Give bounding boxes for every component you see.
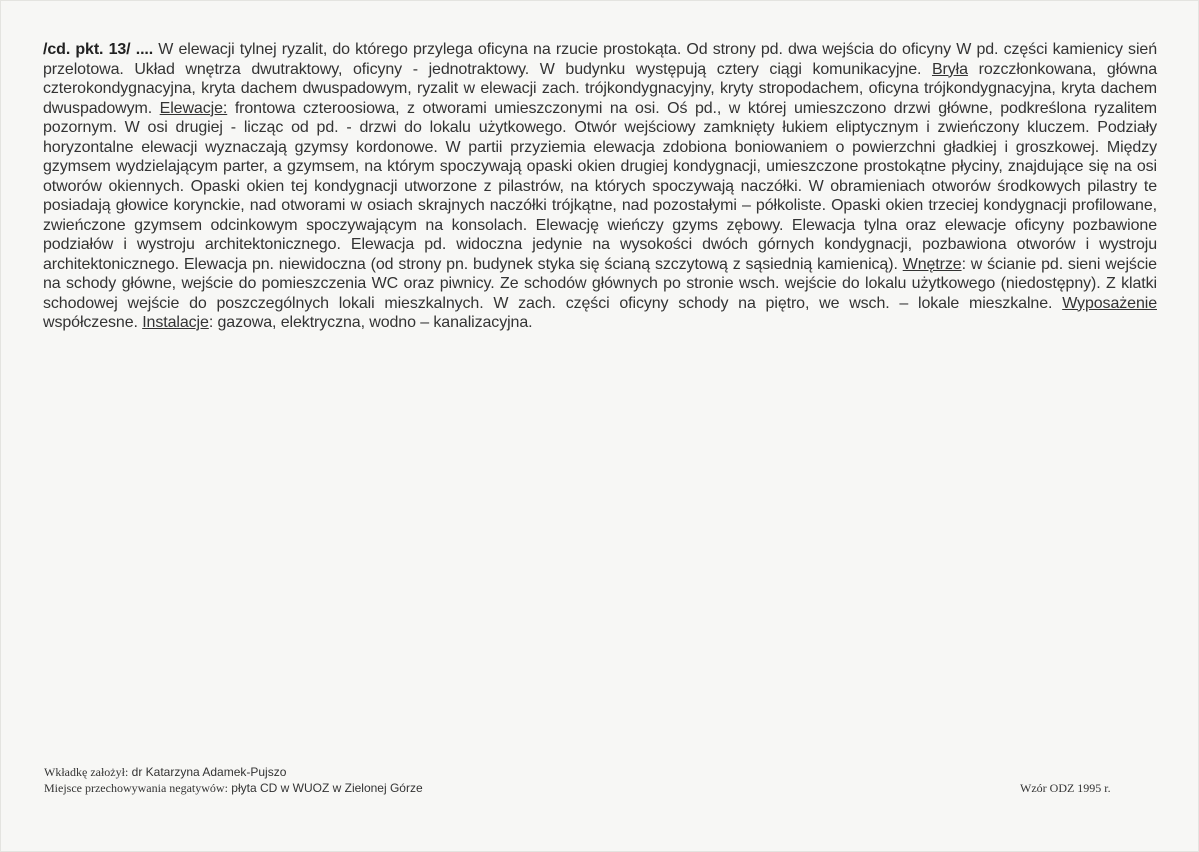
text-segment: rozczłonkowana, główna czterokondygnacyjna, kryta dachem dwuspadowym, ryzalit w elewacji zach. trójkondygnacyjny, kryty stropodachem, oficyna trójkondygnacyjna, kryta dachem dwuspadowym. bbox=[43, 60, 1157, 117]
author-line bbox=[44, 764, 423, 780]
text-segment: : w ścianie pd. sieni wejście na schody główne, wejście do pomieszczenia WC oraz piwnicy. Ze schodów głównych po stronie wsch. wejście do lokalu użytkowego (niedostępny). Z klatki schodowej wejście do poszczególnych lokali mieszkalnych. W zach. części oficyny schody na piętro, we wsch. – lokale mieszkalne. bbox=[43, 255, 1157, 312]
author-label: Wkładkę założył: bbox=[44, 765, 129, 779]
storage-label: Miejsce przechowywania negatywów: bbox=[44, 781, 228, 795]
heading-wnetrze: Wnętrze bbox=[902, 255, 962, 273]
heading-elewacje: Elewacje: bbox=[159, 99, 228, 117]
text-segment: współczesne. bbox=[43, 314, 143, 331]
heading-wyposazenie: Wyposażenie bbox=[1062, 294, 1157, 312]
form-template-label: Wzór ODZ 1995 r. bbox=[1020, 781, 1111, 795]
author-name: dr Katarzyna Adamek-Pujszo bbox=[131, 765, 287, 779]
footer-info bbox=[44, 764, 423, 796]
text-segment: W elewacji tylnej ryzalit, do którego przylega oficyna na rzucie prostokąta. Od strony pd. dwa wejścia do oficyny W pd. części kamienicy sień przelotowa. Układ wnętrza dwutraktowy, oficyny - jednotraktowy. W budynku występują cztery ciągi komunikacyjne. bbox=[43, 41, 1157, 78]
storage-value: płyta CD w WUOZ w Zielonej Górze bbox=[231, 781, 423, 795]
section-reference: /cd. pkt. 13/ .... bbox=[43, 41, 154, 58]
description-text bbox=[43, 40, 1157, 333]
text-segment: frontowa czteroosiowa, z otworami umieszczonymi na osi. Oś pd., w której umieszczono drzwi główne, podkreślona ryzalitem pozornym. W osi drugiej - licząc od pd. - drzwi do lokalu użytkowego. Otwór wejściowy zamknięty łukiem eliptycznym i zwieńczony kluczem. Podziały horyzontalne elewacji wyznaczają gzymsy kordonowe. W partii przyziemia elewacja zdobiona boniowaniem o powierzchni gładkiej i groszkowej. Między gzymsem wydzielającym parter, a gzymsem, na którym spoczywają opaski okien drugiej kondygnacji, umieszczone prostokątne płyciny, znajdujące się na osi otworów okiennych. Opaski okien tej kondygnacji utworzone z pilastrów, na których spoczywają naczółki. W obramieniach otworów środkowych pilastry te posiadają głowice korynckie, nad otworami w osiach skrajnych naczółki trójkątne, nad pozostałymi – półkoliste. Opaski okien trzeciej kondygnacji profilowane, zwieńczone gzymsem odcinkowym spoczywającym na konsolach. Elewację wieńczy gzyms zębowy. Elewacja tylna oraz elewacje oficyny pozbawione podziałów i wystroju architektonicznego. Elewacja pd. widoczna jedynie na wysokości dwóch górnych kondygnacji, pozbawiona otworów i wystroju architektonicznego. Elewacja pn. niewidoczna (od strony pn. budynek styka się ścianą szczytową z sąsiednią kamienicą). bbox=[43, 99, 1157, 273]
storage-line bbox=[44, 780, 423, 796]
text-segment: : gazowa, elektryczna, wodno – kanalizacyjna. bbox=[208, 314, 533, 331]
heading-bryla: Bryła bbox=[931, 60, 968, 78]
heading-instalacje: Instalacje bbox=[142, 314, 209, 331]
